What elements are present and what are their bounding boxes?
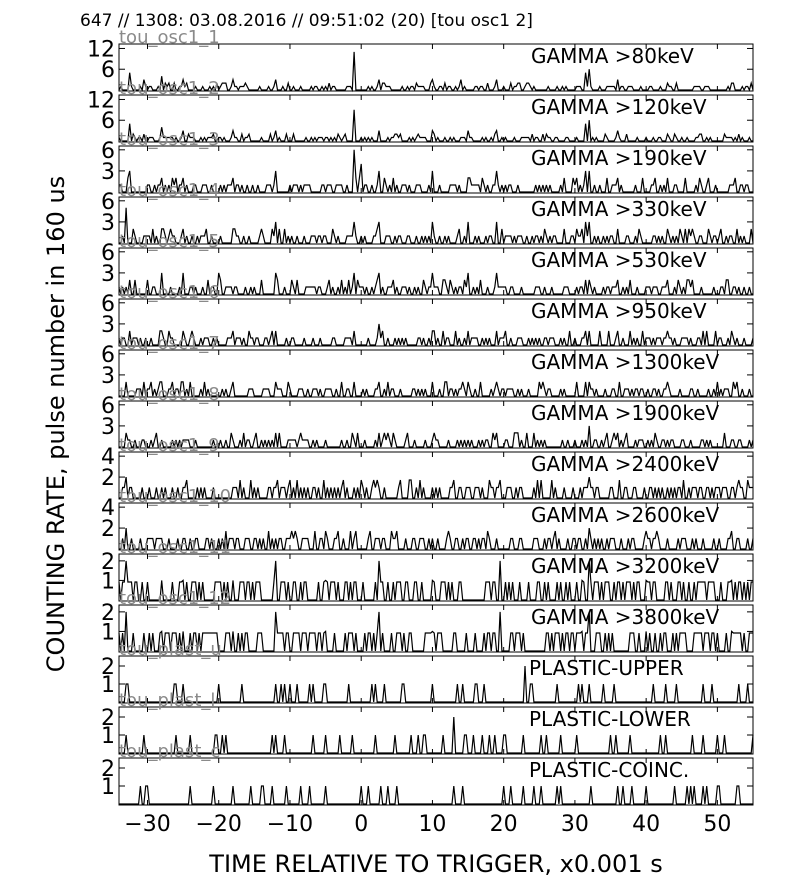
channel-label-tou_osc1_8: GAMMA >1900keV: [531, 401, 720, 425]
channel-label-tou_osc1_10: GAMMA >2600keV: [531, 503, 720, 527]
panel-id-tou_osc1_11: tou_osc1_11: [119, 537, 232, 558]
y-tick-label: 2: [101, 549, 115, 575]
y-tick-label: 1: [101, 620, 115, 646]
y-tick-label: 6: [101, 393, 115, 419]
x-tick-label: 10: [418, 812, 447, 837]
channel-label-tou_osc1_12: GAMMA >3800keV: [531, 605, 720, 629]
y-tick-label: 2: [101, 517, 115, 543]
figure-header: 647 // 1308: 03.08.2016 // 09:51:02 (20) [tou osc1 2]: [80, 11, 533, 31]
y-tick-label: 6: [101, 58, 115, 84]
y-axis-label: COUNTING RATE, pulse number in 160 us: [42, 175, 70, 673]
y-tick-label: 1: [101, 569, 115, 595]
y-tick-label: 3: [101, 312, 115, 338]
panel-id-tou_osc1_7: tou_osc1_7: [119, 333, 220, 354]
y-tick-label: 6: [101, 189, 115, 215]
series-line-tou_plast_c: [119, 786, 753, 804]
y-tick-label: 12: [87, 88, 115, 114]
y-tick-label: 4: [101, 496, 115, 522]
y-tick-label: 12: [87, 37, 115, 63]
panel-id-tou_plast_l: tou_plast_l: [119, 690, 216, 711]
channel-label-tou_osc1_1: GAMMA >80keV: [531, 44, 694, 68]
y-tick-label: 1: [101, 724, 115, 749]
panel-id-tou_osc1_9: tou_osc1_9: [119, 435, 220, 456]
channel-label-tou_osc1_9: GAMMA >2400keV: [531, 452, 720, 476]
channel-label-tou_osc1_4: GAMMA >330keV: [531, 197, 707, 221]
y-tick-label: 3: [101, 261, 115, 287]
x-tick-label: 40: [632, 812, 661, 837]
y-tick-label: 6: [101, 342, 115, 368]
y-tick-label: 2: [101, 757, 115, 782]
y-tick-label: 1: [101, 775, 115, 800]
channel-label-tou_osc1_3: GAMMA >190keV: [531, 146, 707, 170]
y-tick-label: 2: [101, 466, 115, 492]
x-tick-label: 0: [354, 812, 369, 837]
channel-label-tou_osc1_5: GAMMA >530keV: [531, 248, 707, 272]
panel-id-tou_osc1_2: tou_osc1_2: [119, 78, 220, 99]
channel-label-tou_osc1_2: GAMMA >120keV: [531, 95, 707, 119]
y-tick-label: 6: [101, 138, 115, 164]
channel-label-tou_plast_u: PLASTIC-UPPER: [529, 656, 684, 680]
channel-label-tou_osc1_6: GAMMA >950keV: [531, 299, 707, 323]
panel-id-tou_osc1_8: tou_osc1_8: [119, 384, 220, 405]
x-tick-label: 30: [560, 812, 589, 837]
channel-label-tou_osc1_7: GAMMA >1300keV: [531, 350, 720, 374]
y-tick-label: 6: [101, 291, 115, 317]
y-tick-label: 3: [101, 210, 115, 236]
y-tick-label: 6: [101, 240, 115, 266]
x-tick-label: −30: [124, 812, 171, 837]
panels-group: [87, 27, 753, 805]
y-tick-label: 3: [101, 363, 115, 389]
x-tick-label: −10: [266, 812, 314, 837]
channel-label-tou_plast_l: PLASTIC-LOWER: [529, 707, 691, 731]
y-tick-label: 3: [101, 414, 115, 440]
y-tick-label: 1: [101, 673, 115, 698]
y-tick-label: 2: [101, 706, 115, 731]
panel-id-tou_plast_u: tou_plast_u: [119, 639, 222, 660]
channel-label-tou_osc1_11: GAMMA >3200keV: [531, 554, 720, 578]
x-axis-ticks: [124, 812, 731, 837]
panel-id-tou_osc1_6: tou_osc1_6: [119, 282, 220, 303]
panel-id-tou_plast_c: tou_plast_c: [119, 741, 221, 762]
channel-label-tou_plast_c: PLASTIC-COINC.: [529, 758, 690, 782]
y-tick-label: 2: [101, 600, 115, 626]
y-tick-label: 4: [101, 445, 115, 471]
panel-id-tou_osc1_3: tou_osc1_3: [119, 129, 220, 150]
panel-id-tou_osc1_12: tou_osc1_12: [119, 588, 232, 609]
x-tick-label: −20: [195, 812, 242, 837]
panel-id-tou_osc1_10: tou_osc1_10: [119, 486, 232, 507]
panel-id-tou_osc1_5: tou_osc1_5: [119, 231, 220, 252]
y-tick-label: 2: [101, 655, 115, 680]
x-axis-label: TIME RELATIVE TO TRIGGER, x0.001 s: [209, 850, 663, 878]
y-tick-label: 3: [101, 159, 115, 185]
x-tick-label: 50: [703, 812, 732, 837]
panel-id-tou_osc1_4: tou_osc1_4: [119, 180, 220, 201]
panel-id-tou_osc1_1: tou_osc1_1: [119, 27, 220, 48]
y-tick-label: 6: [101, 109, 115, 135]
x-tick-label: 20: [489, 812, 518, 837]
